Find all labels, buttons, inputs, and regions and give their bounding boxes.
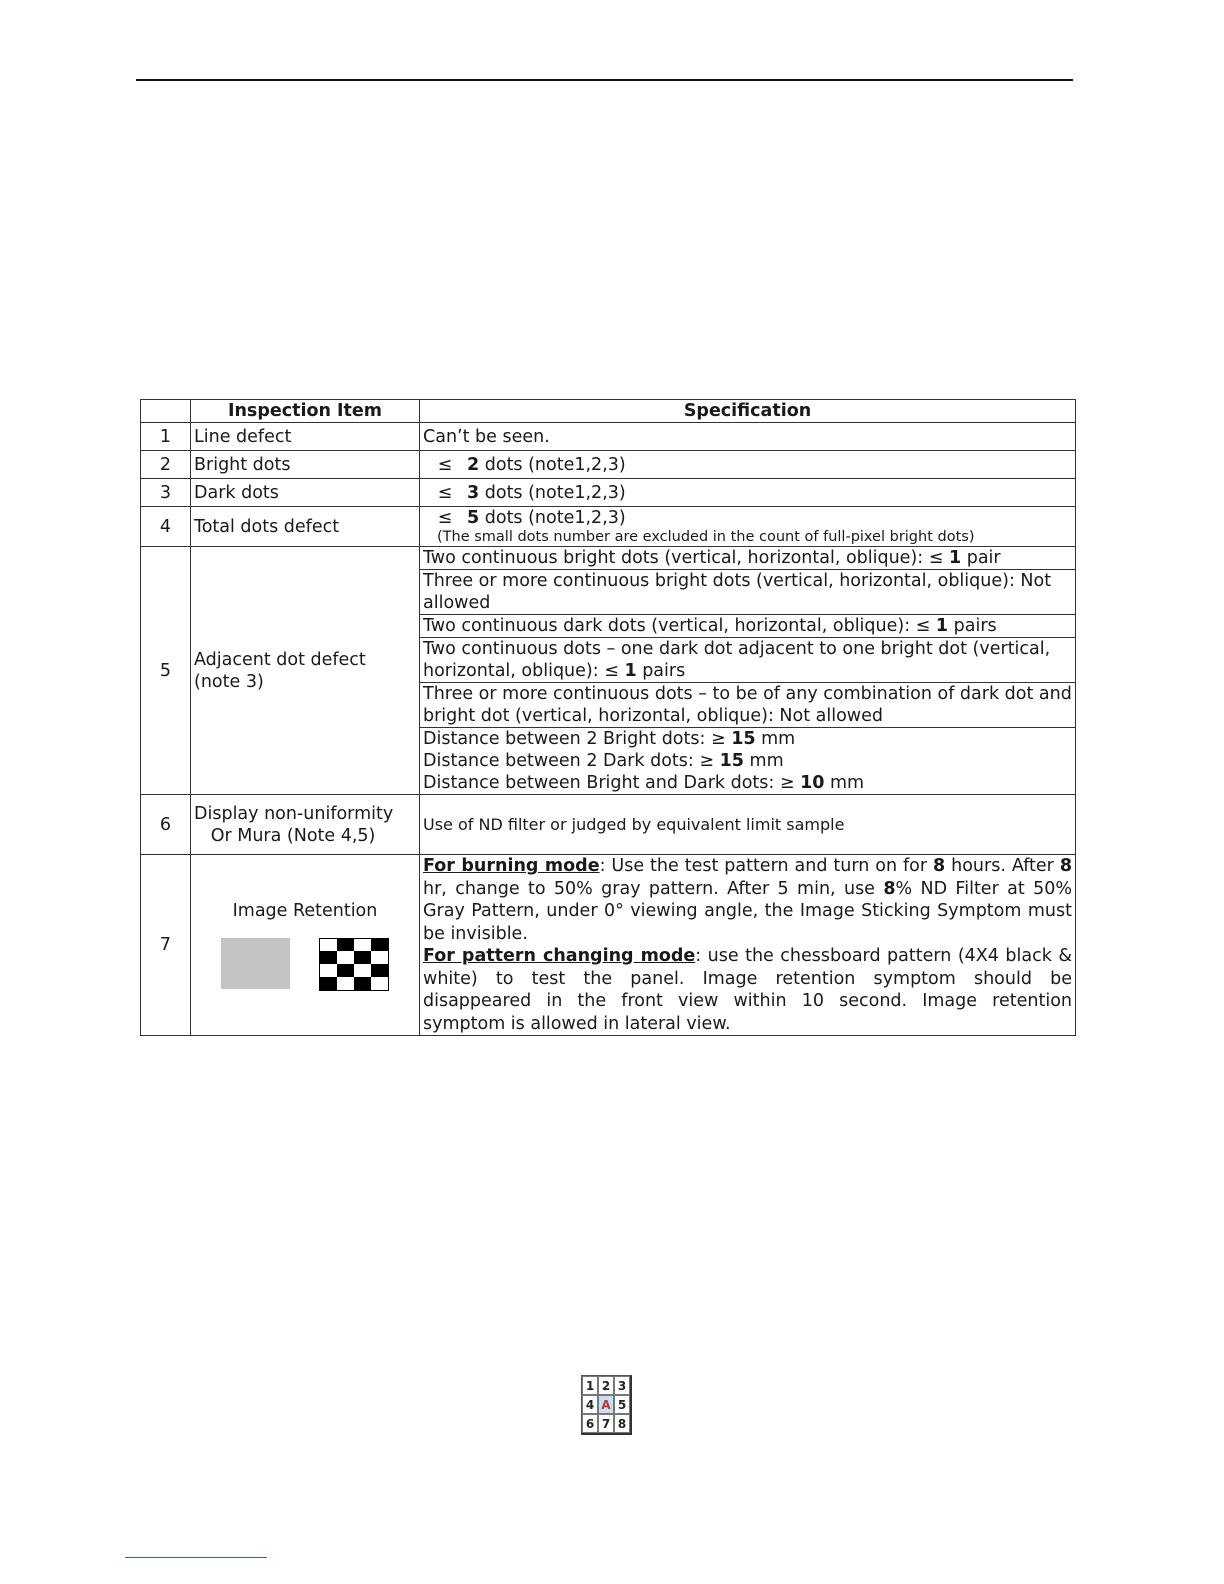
inspection-table <box>140 399 1076 1036</box>
image-retention-label: Image Retention <box>232 900 378 921</box>
specification <box>420 855 1076 1036</box>
chessboard-pattern-image <box>319 938 389 991</box>
table-row <box>141 507 1076 547</box>
spec-value: 1 <box>948 548 962 568</box>
nav-cell: 5 <box>614 1395 630 1414</box>
row-number: 1 <box>141 423 191 451</box>
spec-text: hours. After <box>945 856 1060 876</box>
spec-value: 8 <box>883 878 896 899</box>
dot-count: 5 <box>467 508 480 528</box>
burning-mode-title: For burning mode <box>423 856 600 876</box>
row-number: 5 <box>141 547 191 795</box>
spec-text: % ND Filter at 50% Gray Pattern, under 0° viewing angle, the Image Sticking Symptom must be invisible. <box>423 878 1072 944</box>
spec-unit: pairs <box>636 661 686 681</box>
nav-cell: 1 <box>582 1376 598 1395</box>
dot-count: 2 <box>467 454 480 475</box>
spec-text: Distance between 2 Dark dots: ≥ <box>423 751 720 771</box>
row-number: 2 <box>141 451 191 479</box>
nav-cell: 3 <box>614 1376 630 1395</box>
le-symbol: ≤ <box>437 454 453 475</box>
header-specification: Specification <box>420 400 1076 423</box>
spec-text: dots (note1,2,3) <box>479 508 626 528</box>
inspection-item: Total dots defect <box>191 507 420 547</box>
nav-cell: 2 <box>598 1376 614 1395</box>
spec-text: dots (note1,2,3) <box>479 454 626 475</box>
spec-text: hr, change to 50% gray pattern. After 5 min, use <box>423 878 884 899</box>
nav-cell: 6 <box>582 1414 598 1433</box>
gray-pattern-image <box>221 938 290 989</box>
spec-text: Two continuous dots – one dark dot adjacent to one bright dot (vertical, horizontal, oblique): ≤ <box>423 639 1051 681</box>
spec-text: Two continuous dark dots (vertical, horizontal, oblique): ≤ <box>423 616 936 636</box>
spec-text: Distance between 2 Bright dots: ≥ <box>423 729 732 749</box>
spec-unit: mm <box>824 773 865 793</box>
table-header-row <box>141 400 1076 423</box>
specification: Three or more continuous bright dots (vertical, horizontal, oblique): Not allowed <box>420 570 1076 615</box>
specification: Three or more continuous dots – to be of any combination of dark dot and bright dot (vertical, horizontal, oblique): Not allowed <box>420 683 1076 728</box>
inspection-item <box>191 795 420 855</box>
row-number: 3 <box>141 479 191 507</box>
inspection-item <box>191 547 420 795</box>
row-number: 7 <box>141 855 191 1036</box>
spec-value: 1 <box>935 616 949 636</box>
inspection-item <box>191 855 420 1036</box>
le-symbol: ≤ <box>437 508 453 528</box>
specification <box>420 479 1076 507</box>
le-symbol: ≤ <box>437 482 453 503</box>
page-nav-grid <box>581 1375 632 1435</box>
specification <box>420 638 1076 683</box>
spec-value: 1 <box>624 661 637 681</box>
top-rule <box>136 79 1073 81</box>
table-row <box>141 423 1076 451</box>
specification <box>420 547 1076 570</box>
nav-cell: 4 <box>582 1395 598 1414</box>
inspection-item: Line defect <box>191 423 420 451</box>
spec-unit: mm <box>743 751 784 771</box>
dot-count: 3 <box>467 482 480 503</box>
specification <box>420 451 1076 479</box>
nav-cell: 8 <box>614 1414 630 1433</box>
nav-cell-current: A <box>598 1395 614 1414</box>
item-line-1: Display non-uniformity <box>194 803 394 824</box>
spec-unit: mm <box>755 729 796 749</box>
pattern-mode-title: For pattern changing mode <box>423 946 696 966</box>
specification <box>420 507 1076 547</box>
spec-value: 10 <box>800 773 825 793</box>
table-row <box>141 479 1076 507</box>
inspection-item: Dark dots <box>191 479 420 507</box>
row-number: 4 <box>141 507 191 547</box>
table-row <box>141 855 1076 1036</box>
spec-text: Two continuous bright dots (vertical, horizontal, oblique): ≤ <box>423 548 949 568</box>
table-row <box>141 451 1076 479</box>
spec-unit: pair <box>961 548 1001 568</box>
specification <box>420 615 1076 638</box>
spec-text: : Use the test pattern and turn on for <box>599 856 933 876</box>
spec-value: 15 <box>719 751 744 771</box>
spec-text: dots (note1,2,3) <box>479 482 626 503</box>
specification: Can’t be seen. <box>420 423 1076 451</box>
footer-rule <box>125 1557 267 1558</box>
header-no <box>141 400 191 423</box>
table-row <box>141 547 1076 570</box>
spec-value: 8 <box>1059 856 1072 876</box>
spec-value: 15 <box>731 729 756 749</box>
table-row <box>141 795 1076 855</box>
nav-cell: 7 <box>598 1414 614 1433</box>
inspection-item: Bright dots <box>191 451 420 479</box>
item-line-2: Or Mura (Note 4,5) <box>210 825 376 846</box>
specification <box>420 728 1076 795</box>
spec-text: Distance between Bright and Dark dots: ≥ <box>423 773 801 793</box>
item-line-1: Adjacent dot defect <box>194 649 366 670</box>
header-inspection-item: Inspection Item <box>191 400 420 423</box>
item-line-2: (note 3) <box>194 671 264 692</box>
row-number: 6 <box>141 795 191 855</box>
specification: Use of ND filter or judged by equivalent limit sample <box>420 795 1076 855</box>
spec-unit: pairs <box>948 616 997 636</box>
spec-text: : use the chessboard pattern (4X4 black & white) to test the panel. Image retention symptom should be disappeared in the front view within 10 second. Image retention symptom is allowed in lateral view. <box>423 946 1072 1034</box>
spec-note: (The small dots number are excluded in the count of full-pixel bright dots) <box>437 529 975 545</box>
spec-value: 8 <box>933 856 946 876</box>
pattern-samples <box>194 938 416 991</box>
